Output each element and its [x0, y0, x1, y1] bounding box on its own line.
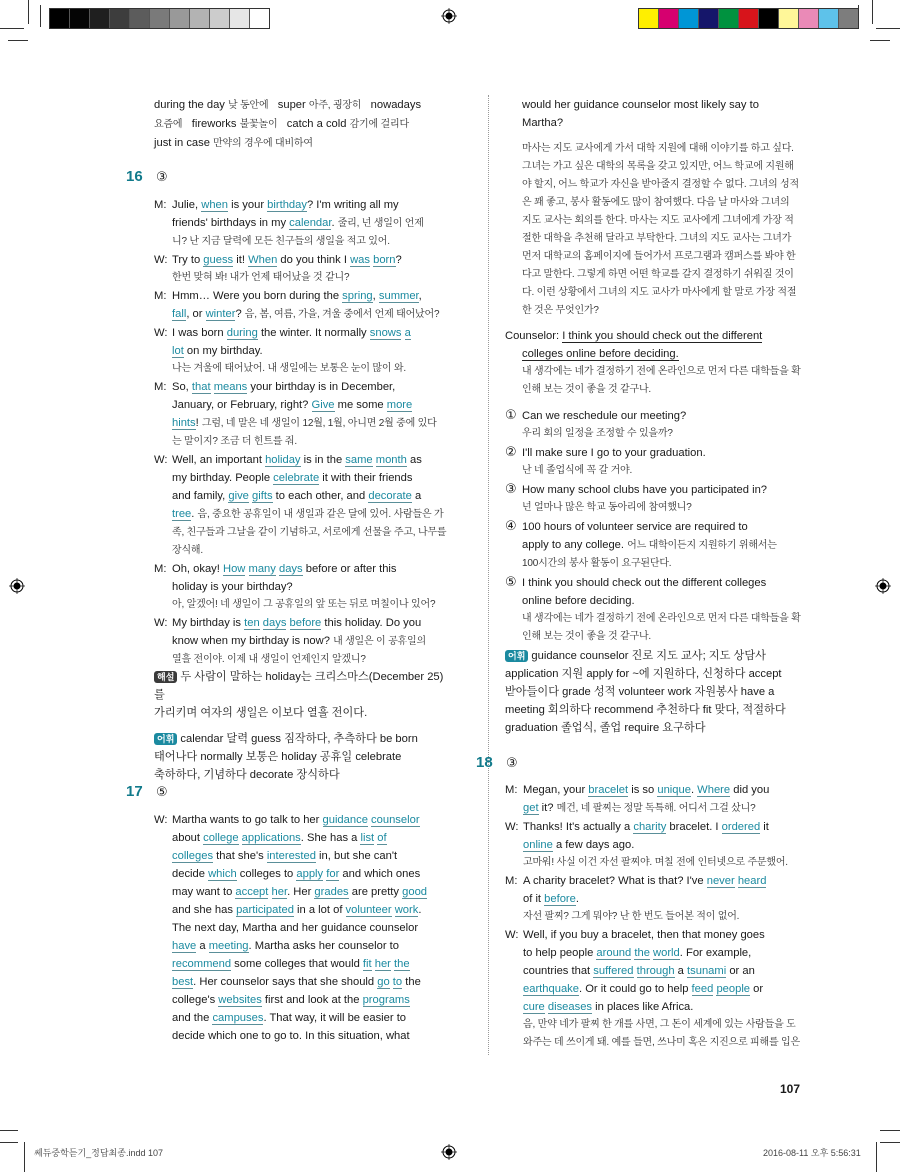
- q17-vocab: 어휘 guidance counselor 진로 지도 교사; 지도 상담사 application 지원 apply for ~에 지원하다, 신청하다 accept 받아들이다 grade 성적 volunteer work 자원봉사 have a meeting 회의하다 recommend 추천하다 fit 맞다, 적절하다 graduation 졸업식, 졸업 require 요구하다: [505, 650, 786, 734]
- q17-header: [126, 783, 168, 802]
- q17-continued: would her guidance counselor most likely say to Martha? 마사는 지도 교사에게 가서 대학 지원에 대해 이야기를 하고 싶다. 그녀는 가고 싶은 대학의 목록을 갖고 있지만, 어느 학교에 지원해 야 할지, 어느 학교가 자신을 받아줄지 결정할 수 없다. 그녀의 성적 은 꽤 좋고, 봉사 활동에도 많이 참여했다. 다음 날 마사와 그녀의 지도 교사는 회의를 한다. 마사는 지도 교사에게 그녀에게 가장 적 절한 대학을 추천해 달라고 부탁한다. 그녀의 지도 교사는 그녀가 먼저 대학교의 홈페이지에 들어가서 프로그램과 캠퍼스를 봐야 한 다고 말한다. 그렇게 하면 어떤 학교를 갈지 결정하기 쉬워질 것이 다. 이런 상황에서 그녀의 지도 교사가 마사에게 할 말로 가장 적절 한 것은 무엇인가?: [522, 99, 799, 316]
- color-swatch: [639, 9, 659, 28]
- option-5: ⑤ I think you should check out the different colleges online before deciding. 내 생각에는 네가 결정하기 전에 온라인으로 먼저 다른 대학들을 확 인해 보는 것이 좋을 것 같구나.: [505, 574, 801, 642]
- q17-passage: W: Martha wants to go talk to her guidance counselor about college applications. She has a list of colleges that she's interested in, but she can't decide which colleges to apply for and which ones may want to accept her. Her grades are pretty good and she has participated in a lot of volunteer work. The next day, Martha and her guidance counselor have a meeting. Martha asks her counselor to recommend some colleges that would fit her the best. Her counselor says that she should go to the college's websites first and look at the programs and the campuses. That way, it will be easier to decide which one to go to. In this situation, what: [154, 814, 428, 1042]
- crop-mark: [28, 0, 29, 24]
- answer-mark: ⑤: [156, 784, 168, 799]
- color-swatch: [699, 9, 719, 28]
- color-swatch: [230, 9, 250, 28]
- color-swatch: [679, 9, 699, 28]
- color-swatch: [659, 9, 679, 28]
- color-swatch: [170, 9, 190, 28]
- crop-mark: [870, 40, 890, 41]
- color-swatch: [110, 9, 130, 28]
- crop-mark: [0, 1130, 18, 1131]
- q16-explanation: 해설 두 사람이 말하는 holiday는 크리스마스(December 25)를 가리키며 여자의 생일은 이보다 열흘 전이다. 어휘 calendar 달력 guess 짐작하다, 추측하다 be born 태어나다 normally 보통은 holiday 공휴일 celebrate 축하하다, 기념하다 decorate 장식하다: [154, 671, 444, 781]
- color-swatch: [799, 9, 819, 28]
- crop-mark: [880, 1130, 900, 1131]
- file-info: 쎄듀중학듣기_정답최종.indd 107: [34, 1148, 163, 1158]
- q18-header: [476, 754, 518, 773]
- color-swatch: [90, 9, 110, 28]
- counselor-answer: Counselor: I think you should check out the different colleges online before deciding. 내 생각에는 네가 결정하기 전에 온라인으로 먼저 다른 대학들을 확 인해 보는 것이 좋을 것 같구나.: [505, 330, 801, 395]
- option-1: ① Can we reschedule our meeting? 우리 회의 일정을 조정할 수 있을까?: [505, 407, 687, 439]
- crop-mark: [0, 1142, 18, 1143]
- color-swatch: [250, 9, 269, 28]
- question-number: 18: [476, 754, 493, 771]
- column-divider: [488, 95, 489, 1055]
- color-swatch: [50, 9, 70, 28]
- answer-options: [505, 406, 815, 646]
- registration-mark-icon: [441, 8, 457, 24]
- question-number: 16: [126, 168, 143, 185]
- crop-mark: [880, 1142, 900, 1143]
- color-swatch: [739, 9, 759, 28]
- grayscale-color-bar: [49, 8, 270, 29]
- answer-mark: ③: [156, 169, 168, 184]
- question-number: 17: [126, 783, 143, 800]
- registration-mark-icon: [875, 578, 891, 594]
- crop-mark: [0, 28, 24, 29]
- crop-mark: [876, 1142, 877, 1172]
- option-3: ③ How many school clubs have you participated in? 넌 얼마나 많은 학교 동아리에 참여했니?: [505, 481, 768, 513]
- registration-mark-icon: [9, 578, 25, 594]
- color-swatch: [719, 9, 739, 28]
- page-number: 107: [780, 1082, 801, 1096]
- crop-mark: [24, 1142, 25, 1172]
- color-swatch: [150, 9, 170, 28]
- color-swatch: [819, 9, 839, 28]
- print-timestamp: 2016-08-11 오후 5:56:31: [763, 1148, 861, 1158]
- cmyk-color-bar: [638, 8, 859, 29]
- q16-dialogue: M: Julie, when is your birthday? I'm writing all my friends' birthdays in my calendar. 줄리, 넌 생일이 언제 니? 난 지금 달력에 모든 친구들의 생일을 적고 있어. W: Try to guess it! When do you think I was born? 한번 맞혀 봐! 내가 언제 태어났을 것 같니? M: Hmm… Were you born during the spring, summer, fall, or winter? 음, 봄, 여름, 가을, 겨울 중에서 언제 태어났어? W: I was born during the winter. It normally snows a lot on my birthday. 나는 겨울에 태어났어. 내 생일에는 보통은 눈이 많이 와. M: So, that means your birthday is in December, January, or February, right? Give me some more hints! 그럼, 네 말은 네 생일이 12월, 1월, 아니면 2월 중에 있다 는 말이지? 조금 더 힌트를 줘. W: Well, an important holiday is in the same month as my birthday. People celebrate it with their friends and family, give gifts to each other, and decorate a tree. 음, 중요한 공휴일이 내 생일과 같은 달에 있어. 사람들은 가 족, 친구들과 그날을 같이 기념하고, 서로에게 선물을 주고, 나무를 장식해. M: Oh, okay! How many days before or after this holiday is your birthday? 아, 알겠어! 네 생일이 그 공휴일의 앞 또는 뒤로 며칠이나 있어? W: My birthday is ten days before this holiday. Do you know when my birthday is now? 내 생일은 이 공휴일의 열흘 전이야. 이제 내 생일이 언제인지 알겠니?: [154, 199, 447, 665]
- crop-mark: [872, 0, 873, 24]
- crop-mark: [858, 5, 859, 27]
- option-4: ④ 100 hours of volunteer service are required to apply to any college. 어느 대학이든지 지원하기 위해서는 100시간의 봉사 활동이 요구된단다.: [505, 518, 777, 569]
- crop-mark: [876, 28, 900, 29]
- option-2: ② I'll make sure I go to your graduation. 난 네 졸업식에 꼭 갈 거야.: [505, 444, 706, 476]
- color-swatch: [759, 9, 779, 28]
- color-swatch: [779, 9, 799, 28]
- registration-mark-icon: [441, 1144, 457, 1160]
- q18-dialogue: M: Megan, your bracelet is so unique. Where did you get it? 메건, 네 팔찌는 정말 독특해. 어디서 그걸 샀니? W: Thanks! It's actually a charity bracelet. I ordered it online a few days ago. 고마워! 사실 이건 자선 팔찌야. 며칠 전에 인터넷으로 주문했어. M: A charity bracelet? What is that? I've never heard of it before. 자선 팔찌? 그게 뭐야? 난 한 번도 들어본 적이 없어. W: Well, if you buy a bracelet, then that money goes to help people around the world. For example, countries that suffered through a tsunami or an earthquake. Or it could go to help feed people or cure diseases in places like Africa. 음, 만약 네가 팔찌 한 개를 사면, 그 돈이 세계에 있는 사람들을 도 와주는 데 쓰이게 돼. 예를 들면, 쓰나미 혹은 지진으로 피해를 입은: [505, 784, 800, 1048]
- crop-mark: [40, 5, 41, 27]
- left-column: [154, 96, 454, 153]
- color-swatch: [839, 9, 858, 28]
- crop-mark: [8, 40, 28, 41]
- vocab-top: during the day 낮 동안에 super 아주, 굉장히 nowadays 요즘에 fireworks 불꽃놀이 catch a cold 감기에 걸리다 just in case 만약의 경우에 대비하여: [154, 99, 422, 149]
- explanation-badge: 해설: [154, 671, 177, 683]
- color-swatch: [70, 9, 90, 28]
- color-swatch: [130, 9, 150, 28]
- answer-mark: ③: [506, 755, 518, 770]
- vocab-badge: 어휘: [154, 733, 177, 745]
- q16-header: [126, 168, 168, 187]
- color-swatch: [210, 9, 230, 28]
- color-swatch: [190, 9, 210, 28]
- vocab-badge: 어휘: [505, 650, 528, 662]
